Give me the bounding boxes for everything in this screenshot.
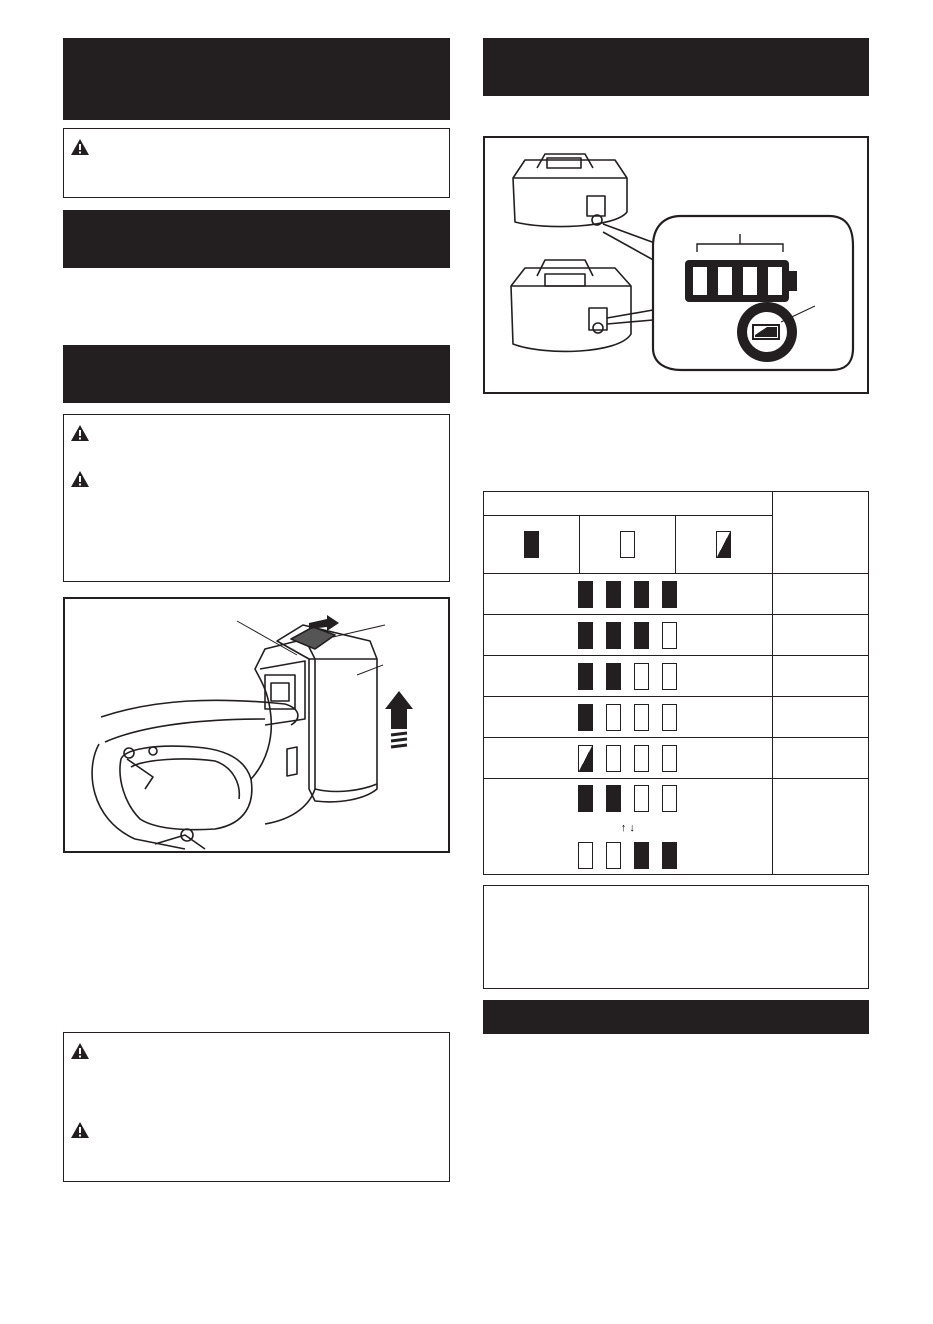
lamp-icon [634, 842, 649, 869]
capacity-cell [772, 574, 868, 615]
warning-triangle-icon [70, 470, 90, 488]
lamp-icon [662, 581, 677, 608]
table-header-indicator-lamps [484, 492, 773, 516]
section-header-right-2 [483, 1000, 869, 1034]
lamp-icon [662, 785, 677, 812]
table-header-remaining-capacity [772, 492, 868, 574]
lamp-icon [662, 704, 677, 731]
lamp-icon [634, 704, 649, 731]
lamp-icon [634, 745, 649, 772]
table-row [484, 697, 869, 738]
warning-triangle-icon [70, 424, 90, 442]
capacity-cell [772, 738, 868, 779]
lamp-icon [578, 663, 593, 690]
note-box [483, 885, 869, 989]
warning-triangle-icon [70, 1121, 90, 1139]
lamp-icon [578, 745, 593, 772]
figure-battery-indicator [483, 136, 869, 394]
lamp-icon [606, 581, 621, 608]
section-header-right-1 [483, 38, 869, 96]
table-row [484, 615, 869, 656]
capacity-cell [772, 615, 868, 656]
lamp-icon [606, 785, 621, 812]
capacity-cell [772, 697, 868, 738]
lamp-icon [634, 622, 649, 649]
warning-box-2 [63, 414, 450, 582]
lamp-icon [578, 581, 593, 608]
section-header-2 [63, 210, 450, 268]
lamp-icon [578, 785, 593, 812]
legend-cell-off [579, 516, 676, 574]
lamp-icon [578, 622, 593, 649]
lamp-blinking-icon [716, 531, 731, 558]
lamp-icon [606, 745, 621, 772]
warning-box-1 [63, 128, 450, 198]
lamp-icon [606, 663, 621, 690]
warning-triangle-icon [70, 138, 90, 156]
lamp-icon [634, 581, 649, 608]
lamp-icon [578, 842, 593, 869]
legend-cell-on [484, 516, 580, 574]
lamp-off-icon [620, 531, 635, 558]
capacity-cell [772, 656, 868, 697]
battery-removal-illustration [65, 599, 448, 851]
lamp-icon [578, 704, 593, 731]
lamp-icon [662, 663, 677, 690]
lamp-on-icon [524, 531, 539, 558]
section-header-3 [63, 345, 450, 403]
figure-remove-battery [63, 597, 450, 853]
alternating-arrows: ↑ ↓ [620, 821, 635, 834]
capacity-cell [772, 779, 868, 875]
legend-cell-blinking [676, 516, 773, 574]
lamp-icon [662, 622, 677, 649]
warning-box-3 [63, 1032, 450, 1182]
battery-indicator-illustration [485, 138, 867, 392]
indicator-table [483, 491, 869, 875]
lamp-icon [634, 663, 649, 690]
table-row [484, 574, 869, 615]
lamp-icon [662, 842, 677, 869]
table-row [484, 738, 869, 779]
lamp-icon [606, 704, 621, 731]
lamp-icon [606, 842, 621, 869]
table-row [484, 779, 869, 875]
warning-triangle-icon [70, 1042, 90, 1060]
table-row [484, 656, 869, 697]
lamp-icon [662, 745, 677, 772]
lamp-icon [634, 785, 649, 812]
section-header-1 [63, 38, 450, 120]
lamp-icon [606, 622, 621, 649]
